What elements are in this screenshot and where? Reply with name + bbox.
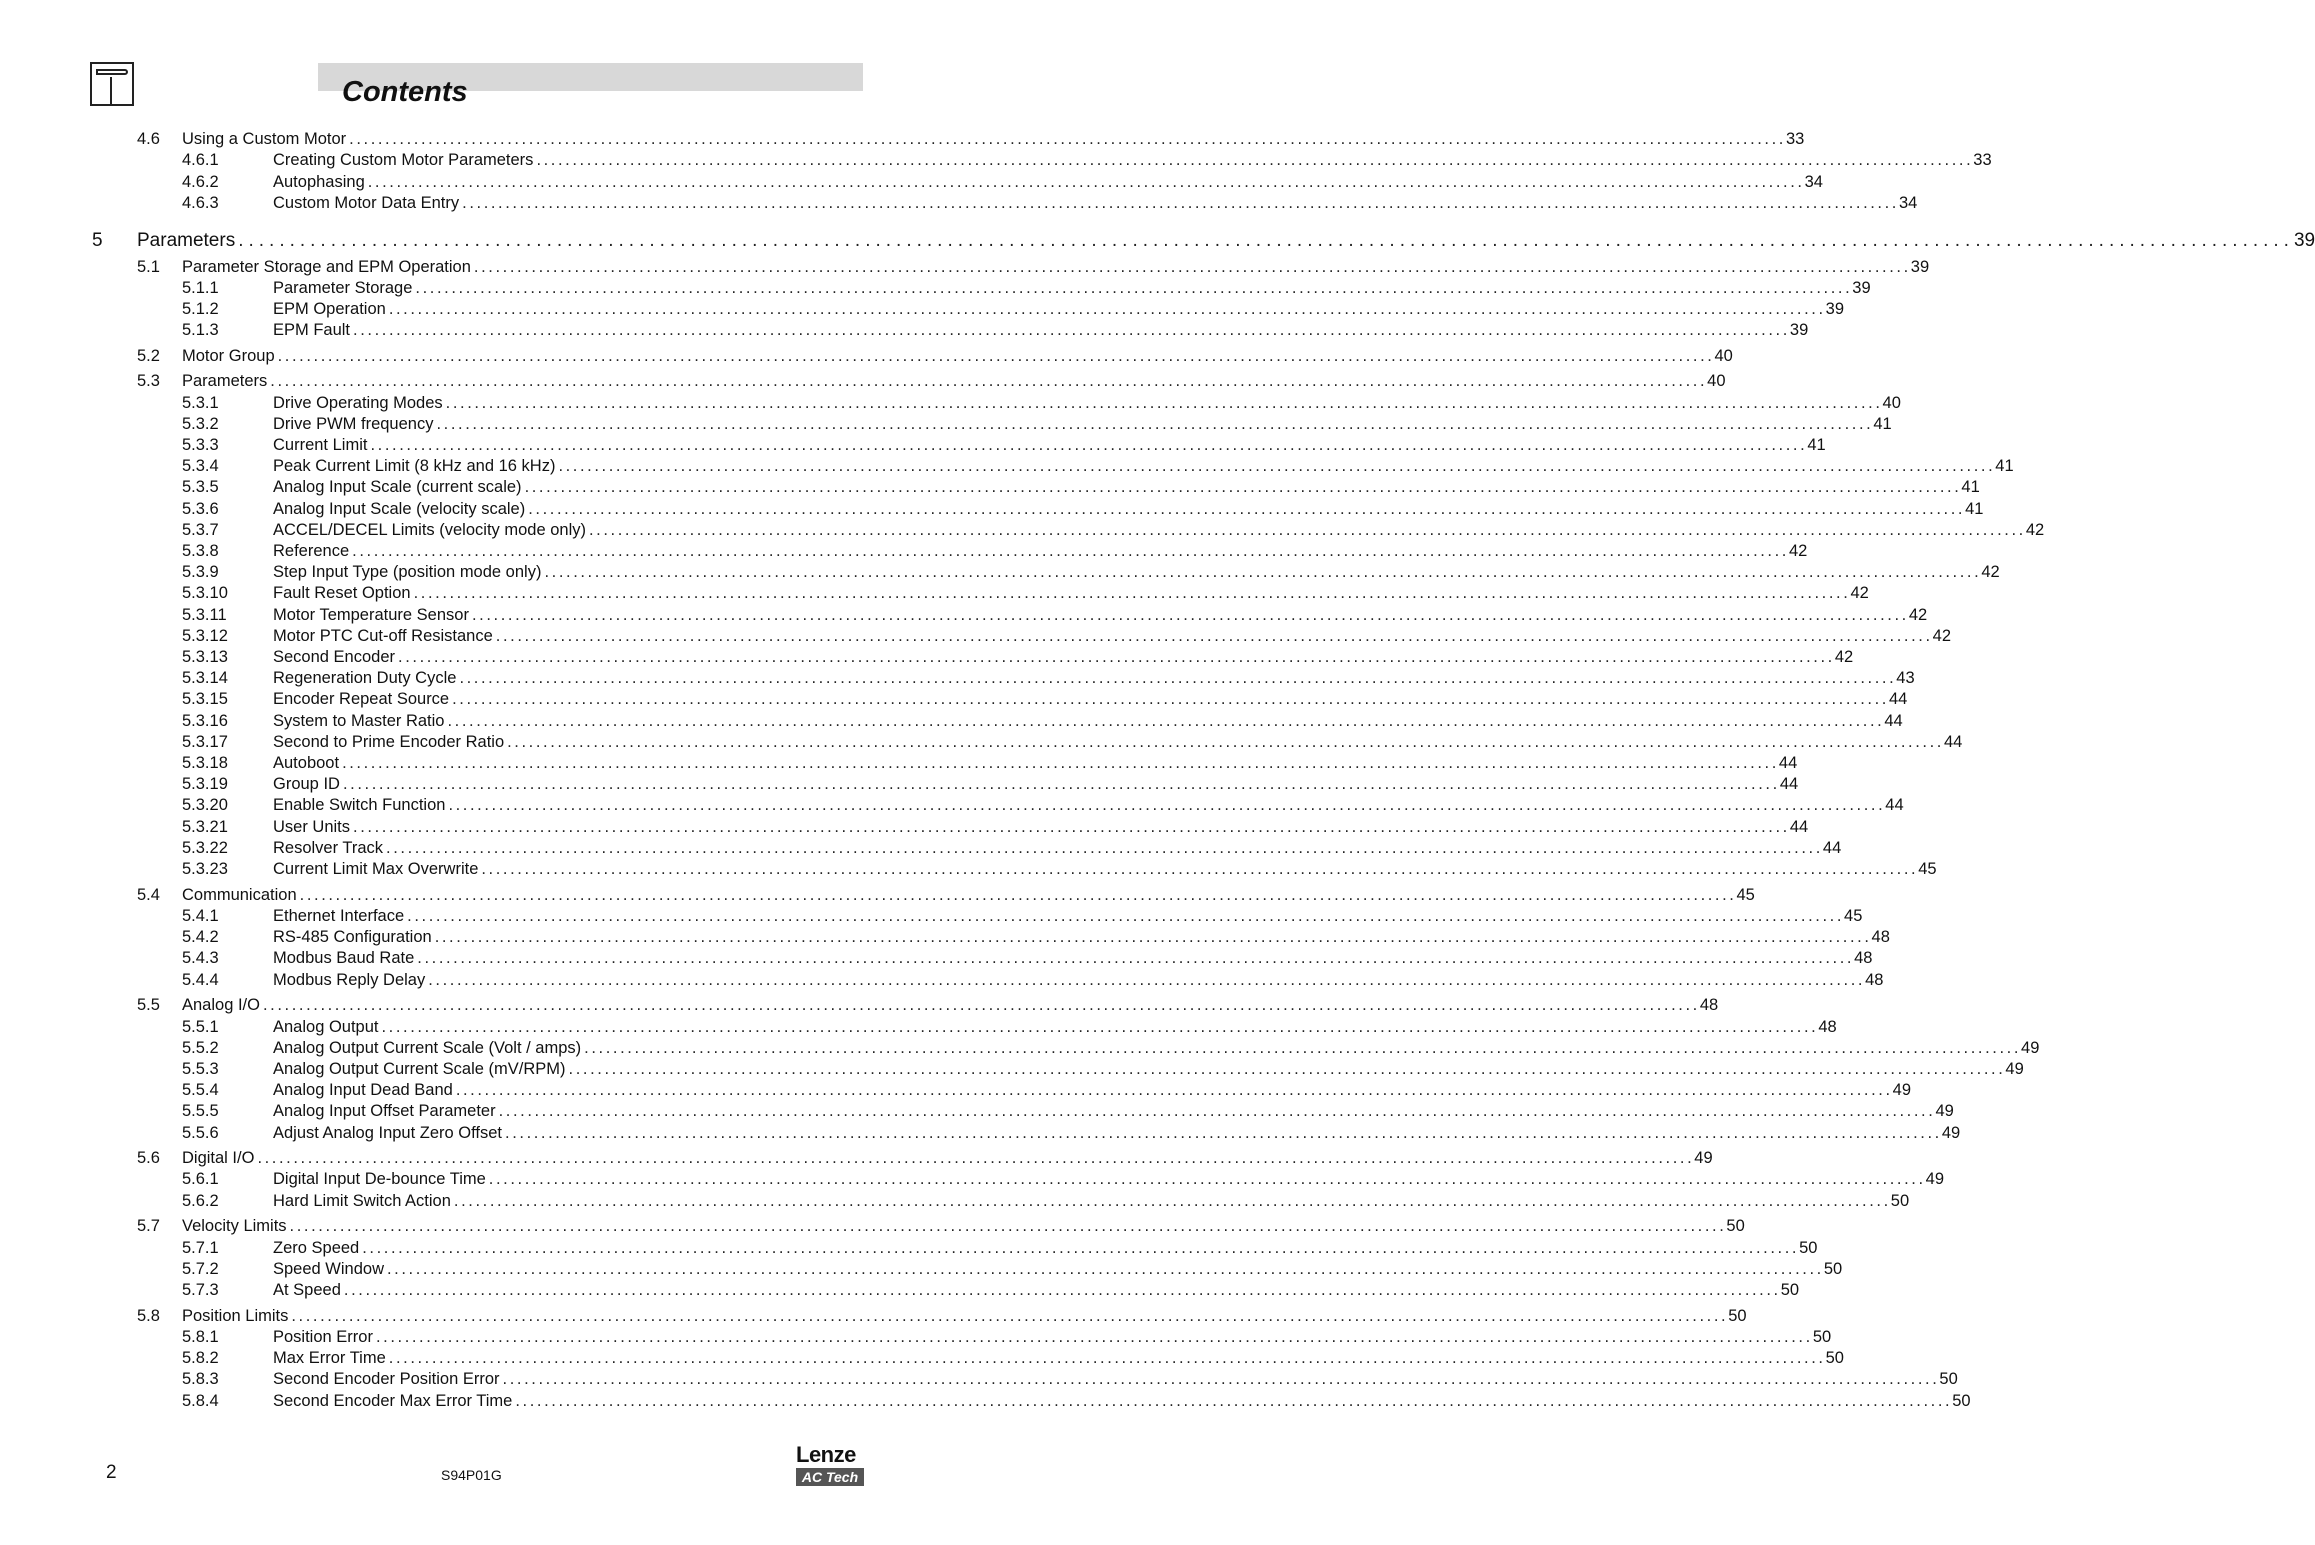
- toc-section-title: User Units: [273, 818, 351, 836]
- toc-section-title: Analog Input Scale (velocity scale): [273, 500, 526, 518]
- toc-entry-row[interactable]: [182, 1280, 1800, 1300]
- toc-section-title: Peak Current Limit (8 kHz and 16 kHz): [273, 457, 556, 475]
- toc-section-title: System to Master Ratio: [273, 712, 445, 730]
- toc-dot-leader: ........................................................................................................................................................................................................: [349, 130, 1786, 148]
- toc-dot-leader: ........................................................................................................................................................................................................: [481, 860, 1919, 878]
- toc-page-number: 44: [1778, 754, 1798, 772]
- toc-dot-leader: ........................................................................................................................................................................................................: [388, 300, 1826, 318]
- toc-section-number: 5.3: [137, 372, 160, 390]
- toc-section-number: 5.3.13: [182, 648, 228, 666]
- toc-page-number: 48: [1854, 949, 1873, 967]
- toc-section-title: Zero Speed: [273, 1239, 360, 1257]
- toc-page-number: 40: [1714, 347, 1733, 365]
- toc-section-title: Parameters: [182, 372, 268, 390]
- toc-section-title: Velocity Limits: [182, 1217, 287, 1235]
- toc-section-title: Analog Input Dead Band: [273, 1081, 453, 1099]
- toc-entry-row[interactable]: [182, 927, 1890, 947]
- toc-entry-row[interactable]: [182, 193, 1918, 213]
- toc-entry-row[interactable]: [182, 1348, 1844, 1368]
- toc-dot-leader: ........................................................................................................................................................................................................: [462, 194, 1899, 212]
- toc-dot-leader: ........................................................................................................................................................................................................: [588, 521, 2026, 539]
- toc-section-title: Regeneration Duty Cycle: [273, 669, 457, 687]
- toc-dot-leader: ........................................................................................................................................................................................................: [445, 394, 1883, 412]
- logo-sub: AC Tech: [796, 1468, 864, 1486]
- toc-entry-row[interactable]: [182, 689, 1908, 709]
- toc-section-title: Position Error: [273, 1328, 373, 1346]
- toc-section-number: 5.7.3: [182, 1281, 219, 1299]
- toc-page-number: 44: [1885, 796, 1904, 814]
- toc-section-number: 5.4.1: [182, 907, 219, 925]
- toc-page-number: 49: [1892, 1081, 1912, 1099]
- toc-section-title: Autophasing: [273, 173, 365, 191]
- toc-page-number: 43: [1896, 669, 1915, 687]
- toc-dot-leader: ........................................................................................................................................................................................................: [417, 949, 1855, 967]
- toc-page-number: 33: [1973, 151, 1992, 169]
- toc-page-number: 48: [1871, 928, 1890, 946]
- toc-page-number: 40: [1882, 394, 1901, 412]
- toc-section-number: 5.3.6: [182, 500, 219, 518]
- toc-section-number: 5.3.17: [182, 733, 228, 751]
- toc-entry-row[interactable]: [182, 1369, 1958, 1389]
- toc-dot-leader: ........................................................................................................................................................................................................: [299, 886, 1737, 904]
- toc-section-title: Second to Prime Encoder Ratio: [273, 733, 505, 751]
- toc-page-number: 44: [1789, 818, 1809, 836]
- toc-section-number: 5.3.20: [182, 796, 228, 814]
- toc-page-number: 39: [1910, 258, 1930, 276]
- toc-dot-leader: ........................................................................................................................................................................................................: [289, 1217, 1727, 1235]
- toc-section-number: 5.5.5: [182, 1102, 219, 1120]
- toc-section-title: Motor PTC Cut-off Resistance: [273, 627, 493, 645]
- toc-entry-row[interactable]: [182, 1238, 1818, 1258]
- toc-page-number: 42: [1850, 584, 1869, 602]
- toc-dot-leader: ........................................................................................................................................................................................................: [352, 542, 1789, 560]
- toc-entry-row[interactable]: [182, 817, 1809, 837]
- toc-section-title: Custom Motor Data Entry: [273, 194, 460, 212]
- toc-entry-row[interactable]: [182, 668, 1915, 688]
- toc-page-number: 44: [1884, 712, 1903, 730]
- toc-entry-row[interactable]: [182, 583, 1869, 603]
- toc-section-number: 5.3.23: [182, 860, 228, 878]
- toc-dot-leader: ........................................................................................................................................................................................................: [455, 1081, 1893, 1099]
- toc-section-number: 5.3.7: [182, 521, 219, 539]
- toc-dot-leader: ........................................................................................................................................................................................................: [238, 230, 2294, 251]
- toc-section-title: Drive Operating Modes: [273, 394, 443, 412]
- toc-page-number: 39: [2293, 230, 2315, 251]
- toc-entry-row[interactable]: [182, 1059, 2024, 1079]
- logo-brand: Lenze: [796, 1442, 856, 1467]
- toc-section-number: 5.1.3: [182, 321, 219, 339]
- toc-dot-leader: ........................................................................................................................................................................................................: [413, 584, 1851, 602]
- toc-entry-row[interactable]: [182, 150, 1992, 170]
- toc-page-number: 45: [1844, 907, 1863, 925]
- toc-dot-leader: ........................................................................................................................................................................................................: [362, 1239, 1800, 1257]
- toc-dot-leader: ........................................................................................................................................................................................................: [277, 347, 1715, 365]
- toc-page-number: 50: [1939, 1370, 1958, 1388]
- toc-section-number: 5.1: [137, 258, 160, 276]
- toc-section-title: Digital Input De-bounce Time: [273, 1170, 486, 1188]
- toc-entry-row[interactable]: [182, 838, 1842, 858]
- toc-dot-leader: ........................................................................................................................................................................................................: [262, 996, 1700, 1014]
- toc-entry-row[interactable]: [182, 456, 2014, 476]
- toc-entry-row[interactable]: [137, 1148, 1713, 1168]
- toc-page-number: 44: [1779, 775, 1799, 793]
- toc-dot-leader: ........................................................................................................................................................................................................: [257, 1149, 1695, 1167]
- toc-page-number: 50: [1952, 1392, 1971, 1410]
- toc-page-number: 39: [1789, 321, 1809, 339]
- toc-dot-leader: ........................................................................................................................................................................................................: [452, 690, 1889, 708]
- toc-entry-row[interactable]: [182, 647, 1854, 667]
- lenze-ac-tech-logo: [796, 1443, 864, 1489]
- toc-section-title: ACCEL/DECEL Limits (velocity mode only): [273, 521, 586, 539]
- toc-section-number: 5.6.1: [182, 1170, 219, 1188]
- toc-page-number: 49: [1925, 1170, 1944, 1188]
- toc-section-title: Hard Limit Switch Action: [273, 1192, 451, 1210]
- toc-dot-leader: ........................................................................................................................................................................................................: [488, 1170, 1926, 1188]
- toc-section-number: 5.3.16: [182, 712, 228, 730]
- toc-section-number: 5: [92, 230, 103, 251]
- toc-entry-row[interactable]: [182, 520, 2045, 540]
- toc-section-title: Reference: [273, 542, 350, 560]
- toc-page-number: 42: [1932, 627, 1951, 645]
- toc-dot-leader: ........................................................................................................................................................................................................: [544, 563, 1982, 581]
- toc-page-number: 49: [1935, 1102, 1954, 1120]
- toc-entry-row[interactable]: [182, 1327, 1832, 1347]
- toc-section-title: RS-485 Configuration: [273, 928, 432, 946]
- toc-entry-row[interactable]: [137, 371, 1726, 391]
- toc-dot-leader: ........................................................................................................................................................................................................: [524, 478, 1962, 496]
- toc-section-number: 5.5.3: [182, 1060, 219, 1078]
- toc-entry-row[interactable]: [182, 948, 1873, 968]
- toc-dot-leader: ........................................................................................................................................................................................................: [415, 279, 1853, 297]
- toc-dot-leader: ........................................................................................................................................................................................................: [342, 754, 1779, 772]
- toc-entry-row[interactable]: [182, 970, 1884, 990]
- toc-dot-leader: ........................................................................................................................................................................................................: [428, 971, 1866, 989]
- toc-dot-leader: ........................................................................................................................................................................................................: [342, 775, 1780, 793]
- toc-entry-row[interactable]: [182, 795, 1904, 815]
- toc-section-number: 5.3.12: [182, 627, 228, 645]
- toc-section-title: Adjust Analog Input Zero Offset: [273, 1124, 503, 1142]
- toc-dot-leader: ........................................................................................................................................................................................................: [528, 500, 1966, 518]
- toc-section-title: Analog Input Scale (current scale): [273, 478, 522, 496]
- toc-dot-leader: ........................................................................................................................................................................................................: [515, 1392, 1953, 1410]
- toc-section-number: 5.3.22: [182, 839, 228, 857]
- toc-dot-leader: ........................................................................................................................................................................................................: [498, 1102, 1936, 1120]
- toc-dot-leader: ........................................................................................................................................................................................................: [558, 457, 1996, 475]
- toc-entry-row[interactable]: [182, 1259, 1843, 1279]
- toc-page-number: 49: [2005, 1060, 2024, 1078]
- toc-dot-leader: ........................................................................................................................................................................................................: [353, 321, 1790, 339]
- toc-page-number: 41: [1873, 415, 1892, 433]
- toc-dot-leader: ........................................................................................................................................................................................................: [495, 627, 1933, 645]
- toc-section-number: 5.3.1: [182, 394, 219, 412]
- toc-section-title: Motor Temperature Sensor: [273, 606, 469, 624]
- page-title: Contents: [342, 76, 468, 108]
- toc-section-number: 5.5.6: [182, 1124, 219, 1142]
- toc-section-title: Analog I/O: [182, 996, 260, 1014]
- toc-page-number: 50: [1799, 1239, 1818, 1257]
- toc-section-number: 4.6.1: [182, 151, 219, 169]
- toc-page-number: 48: [1818, 1018, 1837, 1036]
- toc-section-title: Current Limit Max Overwrite: [273, 860, 479, 878]
- toc-entry-row[interactable]: [182, 1017, 1837, 1037]
- toc-section-title: Digital I/O: [182, 1149, 255, 1167]
- toc-section-number: 5.3.14: [182, 669, 228, 687]
- toc-page-number: 34: [1899, 194, 1918, 212]
- toc-dot-leader: ........................................................................................................................................................................................................: [375, 1328, 1813, 1346]
- toc-section-number: 5.4.4: [182, 971, 219, 989]
- toc-page-number: 49: [1941, 1124, 1961, 1142]
- toc-entry-row[interactable]: [182, 278, 1871, 298]
- toc-entry-row[interactable]: [182, 626, 1951, 646]
- toc-section-number: 5.6: [137, 1149, 160, 1167]
- toc-section-number: 5.8: [137, 1307, 160, 1325]
- toc-entry-row[interactable]: [182, 393, 1901, 413]
- toc-entry-row[interactable]: [182, 1191, 1910, 1211]
- toc-section-title: Modbus Baud Rate: [273, 949, 415, 967]
- toc-section-number: 5.7: [137, 1217, 160, 1235]
- toc-section-number: 5.5.1: [182, 1018, 219, 1036]
- toc-page-number: 50: [1825, 1349, 1844, 1367]
- toc-section-title: Group ID: [273, 775, 340, 793]
- toc-dot-leader: ........................................................................................................................................................................................................: [386, 1260, 1824, 1278]
- toc-dot-leader: ........................................................................................................................................................................................................: [386, 839, 1823, 857]
- toc-section-title: Parameter Storage: [273, 279, 413, 297]
- toc-page-number: 48: [1865, 971, 1884, 989]
- toc-section-number: 5.8.2: [182, 1349, 219, 1367]
- toc-page-number: 42: [1834, 648, 1854, 666]
- toc-section-title: Step Input Type (position mode only): [273, 563, 542, 581]
- toc-section-title: Analog Output Current Scale (Volt / amps): [273, 1039, 582, 1057]
- toc-section-title: Autoboot: [273, 754, 340, 772]
- toc-section-title: Encoder Repeat Source: [273, 690, 450, 708]
- toc-entry-row[interactable]: [137, 346, 1733, 366]
- toc-dot-leader: ........................................................................................................................................................................................................: [505, 1124, 1942, 1142]
- toc-dot-leader: ........................................................................................................................................................................................................: [448, 796, 1886, 814]
- toc-page-number: 42: [2025, 521, 2045, 539]
- toc-section-title: Position Limits: [182, 1307, 289, 1325]
- toc-section-title: Analog Input Offset Parameter: [273, 1102, 496, 1120]
- toc-dot-leader: ........................................................................................................................................................................................................: [507, 733, 1944, 751]
- toc-section-number: 5.4.3: [182, 949, 219, 967]
- toc-section-title: Motor Group: [182, 347, 275, 365]
- toc-section-number: 5.3.11: [182, 606, 227, 624]
- toc-entry-row[interactable]: [182, 414, 1892, 434]
- toc-entry-row[interactable]: [182, 1101, 1954, 1121]
- toc-section-number: 5.3.19: [182, 775, 228, 793]
- toc-section-number: 4.6.2: [182, 173, 219, 191]
- toc-dot-leader: ........................................................................................................................................................................................................: [471, 606, 1909, 624]
- toc-dot-leader: ........................................................................................................................................................................................................: [459, 669, 1897, 687]
- toc-page-number: 49: [1694, 1149, 1713, 1167]
- toc-section-number: 5.7.1: [182, 1239, 219, 1257]
- toc-section-title: Using a Custom Motor: [182, 130, 347, 148]
- toc-page-number: 39: [1825, 300, 1845, 318]
- toc-entry-row[interactable]: [182, 477, 1980, 497]
- toc-entry-row[interactable]: [182, 299, 1845, 319]
- document-code: S94P01G: [441, 1467, 502, 1483]
- toc-section-number: 5.8.4: [182, 1392, 219, 1410]
- toc-section-number: 5.3.21: [182, 818, 228, 836]
- toc-section-title: Creating Custom Motor Parameters: [273, 151, 534, 169]
- toc-section-number: 5.4.2: [182, 928, 219, 946]
- toc-section-title: Analog Output: [273, 1018, 379, 1036]
- toc-dot-leader: ........................................................................................................................................................................................................: [353, 818, 1790, 836]
- toc-section-number: 5.3.18: [182, 754, 228, 772]
- toc-entry-row[interactable]: [182, 753, 1798, 773]
- toc-page-number: 50: [1780, 1281, 1800, 1299]
- toc-entry-row[interactable]: [182, 541, 1808, 561]
- toc-entry-row[interactable]: [137, 1306, 1747, 1326]
- toc-dot-leader: ........................................................................................................................................................................................................: [270, 372, 1708, 390]
- toc-section-number: 5.2: [137, 347, 160, 365]
- toc-entry-row[interactable]: [182, 605, 1928, 625]
- toc-section-title: Parameters: [137, 230, 236, 251]
- toc-page-number: 41: [1995, 457, 2014, 475]
- toc-dot-leader: ........................................................................................................................................................................................................: [568, 1060, 2006, 1078]
- toc-entry-row[interactable]: [182, 732, 1963, 752]
- toc-page-number: 44: [1943, 733, 1963, 751]
- toc-section-number: 5.3.10: [182, 584, 228, 602]
- toc-entry-row[interactable]: [182, 906, 1863, 926]
- toc-section-number: 5.3.9: [182, 563, 219, 581]
- toc-section-number: 5.6.2: [182, 1192, 219, 1210]
- toc-entry-row[interactable]: [182, 562, 2000, 582]
- toc-page-number: 34: [1804, 173, 1823, 191]
- toc-entry-row[interactable]: [137, 129, 1805, 149]
- toc-section-title: Enable Switch Function: [273, 796, 446, 814]
- toc-page-number: 44: [1888, 690, 1908, 708]
- toc-section-title: Second Encoder Max Error Time: [273, 1392, 513, 1410]
- toc-page-number: 39: [1852, 279, 1871, 297]
- toc-page-number: 41: [1807, 436, 1826, 454]
- toc-entry-row[interactable]: [137, 257, 1930, 277]
- toc-dot-leader: ........................................................................................................................................................................................................: [434, 928, 1872, 946]
- toc-dot-leader: ........................................................................................................................................................................................................: [367, 173, 1805, 191]
- toc-entry-row[interactable]: [182, 320, 1809, 340]
- toc-page-number: 42: [1789, 542, 1808, 560]
- toc-section-title: Max Error Time: [273, 1349, 386, 1367]
- toc-section-title: Drive PWM frequency: [273, 415, 434, 433]
- toc-section-number: 5.1.2: [182, 300, 219, 318]
- toc-page-number: 42: [1908, 606, 1928, 624]
- toc-page-number: 41: [1965, 500, 1984, 518]
- toc-dot-leader: ........................................................................................................................................................................................................: [343, 1281, 1781, 1299]
- toc-dot-leader: ........................................................................................................................................................................................................: [407, 907, 1845, 925]
- toc-page-number: 50: [1890, 1192, 1910, 1210]
- toc-dot-leader: ........................................................................................................................................................................................................: [473, 258, 1911, 276]
- toc-page-number: 50: [1812, 1328, 1832, 1346]
- toc-entry-row[interactable]: [182, 172, 1823, 192]
- page-number: 2: [106, 1462, 117, 1483]
- toc-section-title: EPM Fault: [273, 321, 351, 339]
- toc-section-number: 5.3.2: [182, 415, 219, 433]
- toc-section-title: Communication: [182, 886, 297, 904]
- toc-section-number: 5.4: [137, 886, 160, 904]
- toc-dot-leader: ........................................................................................................................................................................................................: [502, 1370, 1940, 1388]
- toc-page-number: 42: [1981, 563, 2000, 581]
- toc-section-title: Analog Output Current Scale (mV/RPM): [273, 1060, 566, 1078]
- toc-dot-leader: ........................................................................................................................................................................................................: [436, 415, 1874, 433]
- toc-section-title: Current Limit: [273, 436, 368, 454]
- toc-section-number: 4.6: [137, 130, 160, 148]
- toc-page-number: 45: [1918, 860, 1937, 878]
- toc-section-title: Second Encoder Position Error: [273, 1370, 500, 1388]
- toc-entry-row[interactable]: [182, 1080, 1912, 1100]
- toc-page-number: 50: [1728, 1307, 1747, 1325]
- toc-entry-row[interactable]: [182, 1123, 1961, 1143]
- toc-page-number: 45: [1736, 886, 1755, 904]
- toc-section-title: Parameter Storage and EPM Operation: [182, 258, 471, 276]
- toc-page-number: 49: [2021, 1039, 2040, 1057]
- toc-section-number: 5.8.3: [182, 1370, 219, 1388]
- toc-section-title: Ethernet Interface: [273, 907, 405, 925]
- toc-section-number: 5.3.4: [182, 457, 219, 475]
- toc-section-title: Modbus Reply Delay: [273, 971, 426, 989]
- toc-section-number: 5.5: [137, 996, 160, 1014]
- toc-section-title: At Speed: [273, 1281, 341, 1299]
- toc-section-title: Resolver Track: [273, 839, 384, 857]
- toc-entry-row[interactable]: [182, 435, 1826, 455]
- toc-entry-row[interactable]: [182, 774, 1799, 794]
- toc-dot-leader: ........................................................................................................................................................................................................: [584, 1039, 2022, 1057]
- toc-section-title: Second Encoder: [273, 648, 396, 666]
- toc-section-title: Fault Reset Option: [273, 584, 411, 602]
- toc-page-number: 50: [1823, 1260, 1843, 1278]
- toc-chapter-row[interactable]: [92, 229, 2315, 253]
- toc-entry-row[interactable]: [137, 995, 1719, 1015]
- toc-dot-leader: ........................................................................................................................................................................................................: [291, 1307, 1729, 1325]
- toc-page-number: 40: [1707, 372, 1726, 390]
- toc-section-title: Speed Window: [273, 1260, 384, 1278]
- toc-page-number: 48: [1699, 996, 1719, 1014]
- toc-section-number: 5.3.15: [182, 690, 228, 708]
- toc-dot-leader: ........................................................................................................................................................................................................: [447, 712, 1885, 730]
- toc-section-number: 5.3.3: [182, 436, 219, 454]
- toc-section-number: 5.3.5: [182, 478, 219, 496]
- toc-entry-row[interactable]: [182, 711, 1903, 731]
- toc-page-number: 50: [1726, 1217, 1745, 1235]
- toc-section-number: 5.5.2: [182, 1039, 219, 1057]
- toc-section-number: 4.6.3: [182, 194, 219, 212]
- toc-dot-leader: ........................................................................................................................................................................................................: [370, 436, 1808, 454]
- toc-page-number: 44: [1822, 839, 1842, 857]
- toc-entry-row[interactable]: [182, 499, 1984, 519]
- toc-entry-row[interactable]: [137, 885, 1755, 905]
- toc-dot-leader: ........................................................................................................................................................................................................: [398, 648, 1835, 666]
- toc-dot-leader: ........................................................................................................................................................................................................: [388, 1349, 1826, 1367]
- toc-section-title: EPM Operation: [273, 300, 386, 318]
- toc-page-number: 33: [1786, 130, 1805, 148]
- toc-section-number: 5.7.2: [182, 1260, 219, 1278]
- toc-dot-leader: ........................................................................................................................................................................................................: [381, 1018, 1819, 1036]
- toc-entry-row[interactable]: [182, 1038, 2040, 1058]
- toc-entry-row[interactable]: [182, 859, 1937, 879]
- toc-dot-leader: ........................................................................................................................................................................................................: [536, 151, 1974, 169]
- toc-section-number: 5.3.8: [182, 542, 219, 560]
- toc-entry-row[interactable]: [182, 1169, 1944, 1189]
- toc-entry-row[interactable]: [137, 1216, 1745, 1236]
- toc-page-number: 41: [1961, 478, 1980, 496]
- toc-section-number: 5.1.1: [182, 279, 219, 297]
- toc-section-number: 5.8.1: [182, 1328, 219, 1346]
- toc-entry-row[interactable]: [182, 1391, 1971, 1411]
- toc-dot-leader: ........................................................................................................................................................................................................: [453, 1192, 1891, 1210]
- toc-section-number: 5.5.4: [182, 1081, 219, 1099]
